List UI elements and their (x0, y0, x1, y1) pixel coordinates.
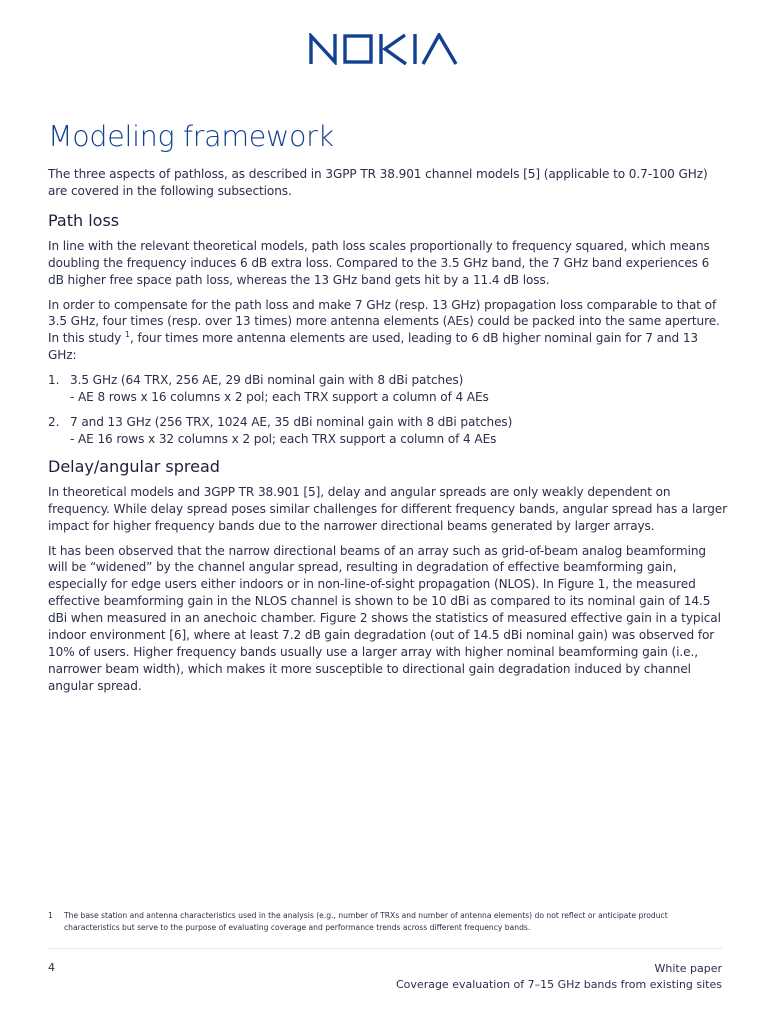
list-item-sub: - AE 8 rows x 16 columns x 2 pol; each TRX support a column of 4 AEs (70, 390, 489, 405)
page-number: 4 (48, 961, 55, 974)
footer-doc-title: Coverage evaluation of 7–15 GHz bands from existing sites (396, 978, 722, 991)
path-loss-section (48, 210, 728, 448)
antenna-config-list (48, 372, 728, 448)
delay-spread-section (48, 456, 728, 695)
path-loss-paragraph-2 (48, 297, 728, 365)
footer-doc-type: White paper (654, 962, 722, 975)
list-item-number: 2. (48, 414, 60, 429)
intro-paragraph: The three aspects of pathloss, as described in 3GPP TR 38.901 channel models [5] (applicable to 0.7-100 GHz) are covered in the following subsections. (48, 167, 708, 198)
footnote-reference[interactable]: 1 (124, 330, 130, 340)
list-item (48, 372, 728, 406)
delay-spread-paragraph-1: In theoretical models and 3GPP TR 38.901 [5], delay and angular spreads are only weakly dependent on frequency. While delay spread poses similar challenges for different frequency bands, angular spread has a larger impact for higher frequency bands due to the narrower directional beams generated by larger arrays. (48, 484, 727, 533)
path-loss-heading: Path loss (48, 210, 120, 230)
list-item (48, 414, 728, 448)
path-loss-paragraph-2-start: In order to compensate for the path loss and make 7 GHz (resp. 13 GHz) propagation loss comparable to that of 3.5 GHz, four times (resp. over 13 times) more antenna elements (AEs) could be packed into the same aperture. In this study (48, 297, 720, 346)
delay-spread-heading: Delay/angular spread (48, 456, 220, 476)
list-item-number: 1. (48, 373, 60, 388)
nokia-logo-icon (309, 33, 459, 65)
footnote (48, 910, 720, 933)
page-title: Modeling framework (48, 120, 334, 153)
list-item-main: 7 and 13 GHz (256 TRX, 1024 AE, 35 dBi nominal gain with 8 dBi patches) (70, 414, 513, 429)
list-item-sub: - AE 16 rows x 32 columns x 2 pol; each TRX support a column of 4 AEs (70, 431, 497, 446)
footnote-text: The base station and antenna characteristics used in the analysis (e.g., number of TRXs and number of antenna elements) do not reflect or anticipate product characteristics but serve to the purpose of evaluating coverage and performance trends across different frequency bands. (64, 911, 668, 932)
footnote-number: 1 (48, 911, 53, 920)
footer-divider (48, 948, 722, 949)
nokia-logo (309, 33, 459, 65)
delay-spread-paragraph-2: It has been observed that the narrow directional beams of an array such as grid-of-beam analog beamforming will be “widened” by the channel angular spread, resulting in degradation of effective beamforming gain, especially for edge users either indoors or in non-line-of-sight propagation (NLOS). In Figure 1, the measured effective beamforming gain in the NLOS channel is shown to be 10 dBi as compared to its nominal gain of 14.5 dBi when measured in an anechoic chamber. Figure 2 shows the statistics of measured effective gain in a typical indoor environment [6], where at least 7.2 dB gain degradation (out of 14.5 dBi nominal gain) was observed for 10% of users. Higher frequency bands usually use a larger array with higher nominal beamforming gain (i.e., narrower beam width), which makes it more susceptible to directional gain degradation induced by channel angular spread. (48, 543, 721, 693)
path-loss-paragraph-2-end: , four times more antenna elements are used, leading to 6 dB higher nominal gain for 7 and 13 GHz: (48, 331, 699, 363)
footer-doc-info (396, 961, 722, 993)
path-loss-paragraph-1: In line with the relevant theoretical models, path loss scales proportionally to frequency squared, which means doubling the frequency induces 6 dB extra loss. Compared to the 3.5 GHz band, the 7 GHz band experiences 6 dB higher free space path loss, whereas the 13 GHz band gets hit by a 11.4 dB loss. (48, 238, 710, 287)
main-content (48, 118, 728, 703)
list-item-main: 3.5 GHz (64 TRX, 256 AE, 29 dBi nominal gain with 8 dBi patches) (70, 373, 464, 388)
